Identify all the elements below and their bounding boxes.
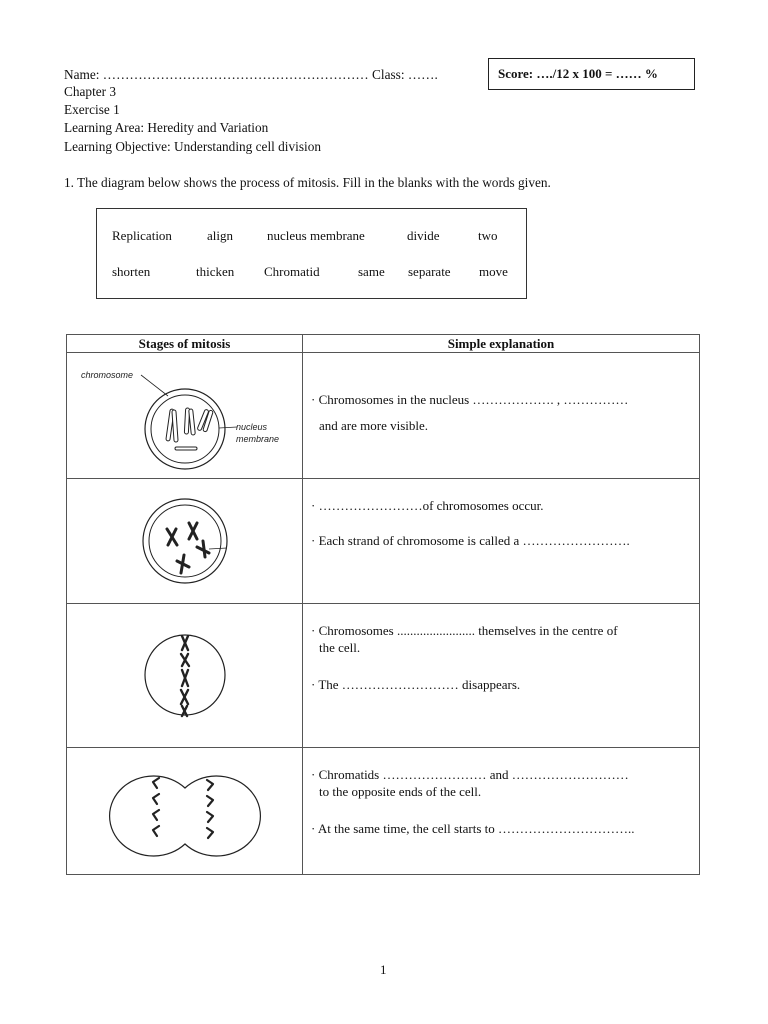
question-text: 1. The diagram below shows the process of mitosis. Fill in the blanks with the words given.	[64, 175, 551, 190]
explanation-line: · Chromatids …………………… and ………………………	[311, 767, 629, 782]
learning-area: Learning Area: Heredity and Variation	[64, 120, 269, 135]
page-number: 1	[380, 962, 387, 977]
late-prophase-diagram	[67, 479, 303, 603]
header-stages: Stages of mitosis	[67, 335, 303, 353]
word-item: Replication	[112, 228, 172, 243]
explanation-line: · At the same time, the cell starts to …………………………..	[311, 821, 635, 836]
header-explanation: Simple explanation	[303, 335, 700, 353]
metaphase-diagram	[67, 604, 303, 747]
explanation-line: the cell.	[319, 640, 361, 655]
explanation-cell	[303, 479, 700, 604]
explanation-line: to the opposite ends of the cell.	[319, 784, 482, 799]
prophase-diagram	[67, 353, 303, 478]
explanation-cell	[303, 353, 700, 479]
table-row	[67, 748, 700, 875]
score-text: Score: …./12 x 100 = …… %	[498, 66, 658, 81]
stage-diagram-cell	[67, 748, 303, 875]
explanation-line: · Each strand of chromosome is called a …………………….	[311, 533, 630, 548]
chapter-label: Chapter 3	[64, 84, 117, 99]
explanation-line: and are more visible.	[319, 418, 429, 433]
name-class-line: Name: …………………………………………………… Class: …….	[64, 67, 438, 82]
word-item: move	[479, 264, 508, 279]
word-bank	[96, 208, 527, 299]
exercise-label: Exercise 1	[64, 102, 120, 117]
table-row	[67, 604, 700, 748]
explanation-cell	[303, 604, 700, 748]
membrane-label: membrane	[236, 434, 280, 444]
word-item: two	[478, 228, 498, 243]
stage-diagram-cell	[67, 479, 303, 604]
explanation-line: · ……………………of chromosomes occur.	[311, 498, 544, 513]
word-item: shorten	[112, 264, 151, 279]
stage-diagram-cell	[67, 353, 303, 479]
explanation-line: · Chromosomes ........................ themselves in the centre of	[311, 623, 618, 638]
word-item: nucleus membrane	[267, 228, 365, 243]
chromosome-label: chromosome	[81, 370, 134, 380]
anaphase-diagram	[67, 748, 303, 874]
word-item: align	[207, 228, 233, 243]
word-item: separate	[408, 264, 451, 279]
nucleus-label: nucleus	[236, 422, 268, 432]
table-row	[67, 479, 700, 604]
stage-diagram-cell	[67, 604, 303, 748]
learning-objective: Learning Objective: Understanding cell division	[64, 139, 322, 154]
explanation-cell	[303, 748, 700, 875]
word-item: same	[358, 264, 385, 279]
word-item: thicken	[196, 264, 235, 279]
explanation-line: · The ……………………… disappears.	[311, 677, 521, 692]
word-item: divide	[407, 228, 440, 243]
score-box	[488, 58, 695, 90]
explanation-line: · Chromosomes in the nucleus ………………. , ……………	[311, 392, 629, 407]
table-row	[67, 353, 700, 479]
mitosis-table	[66, 334, 700, 875]
word-item: Chromatid	[264, 264, 320, 279]
